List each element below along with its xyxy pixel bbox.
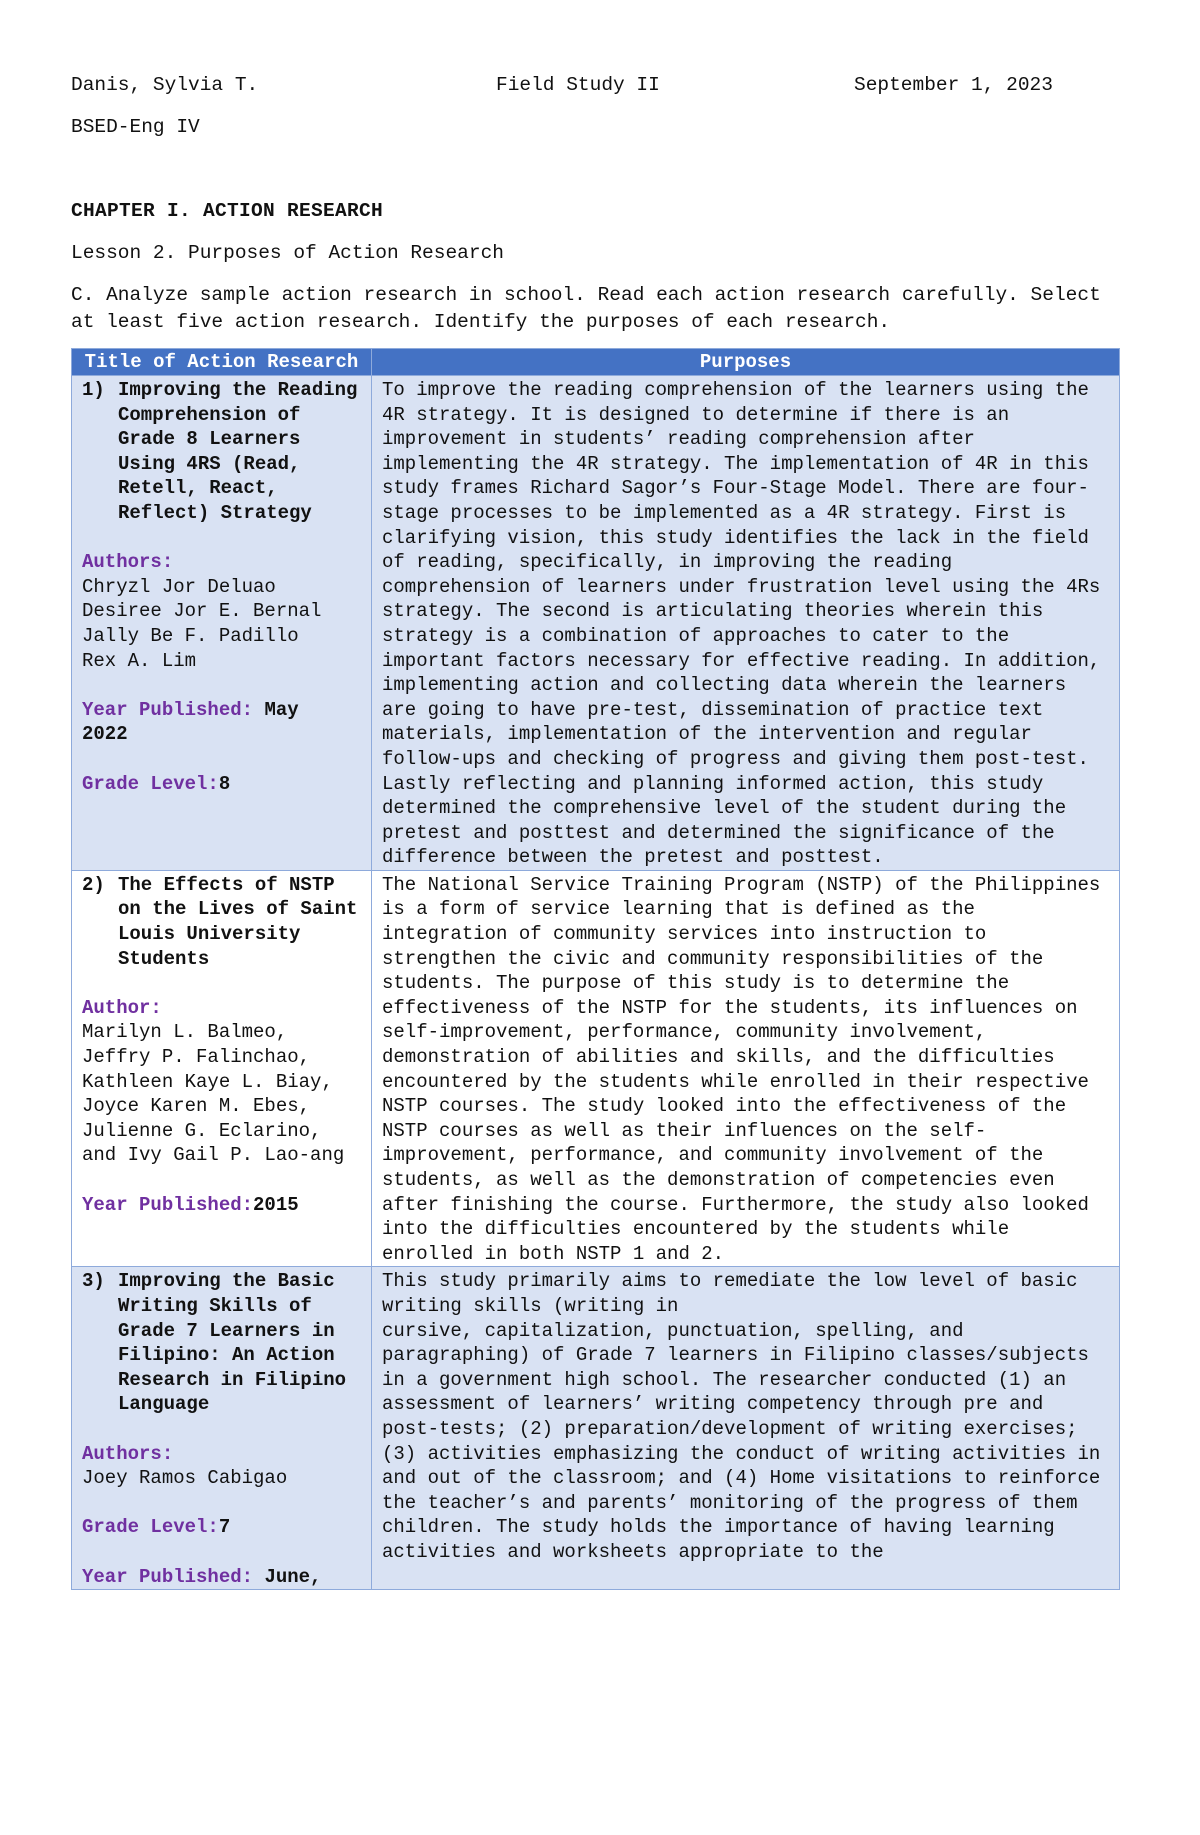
author-name: Desiree Jor E. Bernal [82,600,322,623]
chapter-heading: CHAPTER I. ACTION RESEARCH [71,200,384,222]
author-names: Marilyn L. Balmeo, Jeffry P. Falinchao, Kathleen Kaye L. Biay, Joyce Karen M. Ebes, Julienne G. Eclarino, and Ivy Gail P. Lao-ang [82,1021,345,1167]
program-row [71,114,1121,140]
document-page [71,72,1121,1588]
purpose-cell [372,870,1120,1267]
purpose-text: children. The study holds the importance of having learning activities and worksheets appropriate to the [382,1516,1055,1563]
research-info-cell [72,1267,372,1590]
research-info-cell [72,870,372,1267]
grade-label: Grade Level: [82,772,219,795]
research-title-text: The Effects of NSTP on the Lives of Saint Louis University Students [118,873,358,970]
research-title-text: Improving the Reading Comprehension of Grade 8 Learners Using 4RS (Read, Retell, React, Reflect) Strategy [118,379,358,524]
row-number: 2) [82,873,105,896]
row-number: 1) [82,379,105,401]
year-published [82,1565,361,1590]
year-published [82,1193,361,1218]
authors-label: Authors: [82,1442,174,1465]
year-value: 2015 [253,1193,299,1216]
purpose-text: effectiveness of the NSTP for the students, its influences on self-improvement, performance, community involvement, demonstration of abilities and skills, and the difficulties encountered by the students while enrolled in their respective NSTP courses. The study looked into the effectiveness of the NSTP courses as well as their influences on the self-improvement, performance, and community involvement of the students, as well as the demonstration of competencies even after finishing the course. Furthermore, the study also looked into the difficulties encountered by the students while enrolled in both NSTP 1 and 2. [382,996,1089,1265]
year-value: June, [264,1565,322,1588]
purpose-cell [372,1267,1120,1590]
purpose-text: cursive, capitalization, punctuation, spelling, and paragraphing) of Grade 7 learners in Filipino classes/subjects in a government high school. The researcher conducted (1) an assessment of learners’ writing competency through pre and post-tests; (2) preparation/development of writing exercises; (3) activities emphasizing the conduct of writing activities in and out of the classroom; and (4) Home visitations to reinforce the teacher’s and parents’ monitoring of the progress of them [382,1319,1101,1514]
instruction-text: C. Analyze sample action research in school. Read each action research carefully. Select at least five action research. Identify the purposes of each research. [71,284,1101,333]
table-row [72,1267,1120,1590]
grade-value: 8 [218,772,231,795]
document-date: September 1, 2023 [854,74,1053,96]
course-name: Field Study II [496,74,660,96]
author-name: Jally Be F. Padillo [82,624,299,647]
grade-level [82,1515,361,1540]
table-row [72,376,1120,871]
research-title [82,378,361,526]
lesson-heading: Lesson 2. Purposes of Action Research [71,242,504,264]
research-info-cell [72,376,372,871]
year-value: May 2022 [82,698,299,746]
row-number: 3) [82,1270,105,1293]
author-name: Joey Ramos Cabigao [82,1467,288,1490]
student-name: Danis, Sylvia T. [71,74,259,96]
header-row [71,72,1121,98]
research-title-text: Improving the Basic Writing Skills of Grade 7 Learners in Filipino: An Action Research in Filipino Language [118,1270,347,1416]
table-row [72,870,1120,1267]
purpose-cell: To improve the reading comprehension of the learners using the 4R strategy. It is designed to determine if there is an improvement in students’ reading comprehension after implementing the 4R strategy. The implementation of 4R in this study frames Richard Sagor’s Four-Stage Model. There are four-stage processes to be implemented as a 4R strategy. First is clarifying vision, this study identifies the lack in the field of reading, specifically, in improving the reading comprehension of learners under frustration level using the 4Rs strategy. The second is articulating theories wherein this strategy is a combination of approaches to cater to the important factors necessary for effective reading. In addition, implementing action and collecting data wherein the learners are going to have pre-test, dissemination of practice text materials, implementation of the intervention and regular follow-ups and checking of progress and giving them post-test. Lastly reflecting and planning informed action, this study determined the comprehensive level of the student during the pretest and posttest and determined the significance of the difference between the pretest and posttest. [372,376,1120,871]
research-title [82,1269,361,1417]
grade-level [82,772,361,797]
action-research-table [71,348,1120,1590]
year-label: Year Published: [82,1193,254,1216]
year-label: Year Published: [82,1565,254,1588]
research-title [82,873,361,971]
authors-label: Author: [82,996,162,1019]
year-label: Year Published: [82,698,254,721]
author-name: Chryzl Jor Deluao [82,575,276,598]
purpose-text: This study primarily aims to remediate the low level of basic writing skills (writing in [382,1270,1078,1317]
column-header-purposes: Purposes [372,349,1120,376]
column-header-title: Title of Action Research [72,349,372,376]
purpose-text: The National Service Training Program (NSTP) of the Philippines is a form of service learning that is defined as the integration of community services into instruction to strengthen the civic and community responsibilities of the students. The purpose of this study is to determine the [382,873,1101,995]
year-published [82,698,342,747]
author-name: Rex A. Lim [82,649,197,672]
program-label: BSED-Eng IV [71,116,200,138]
authors-label: Authors: [82,551,174,574]
grade-value: 7 [218,1516,231,1539]
grade-label: Grade Level: [82,1516,219,1539]
table-header-row [72,349,1120,376]
